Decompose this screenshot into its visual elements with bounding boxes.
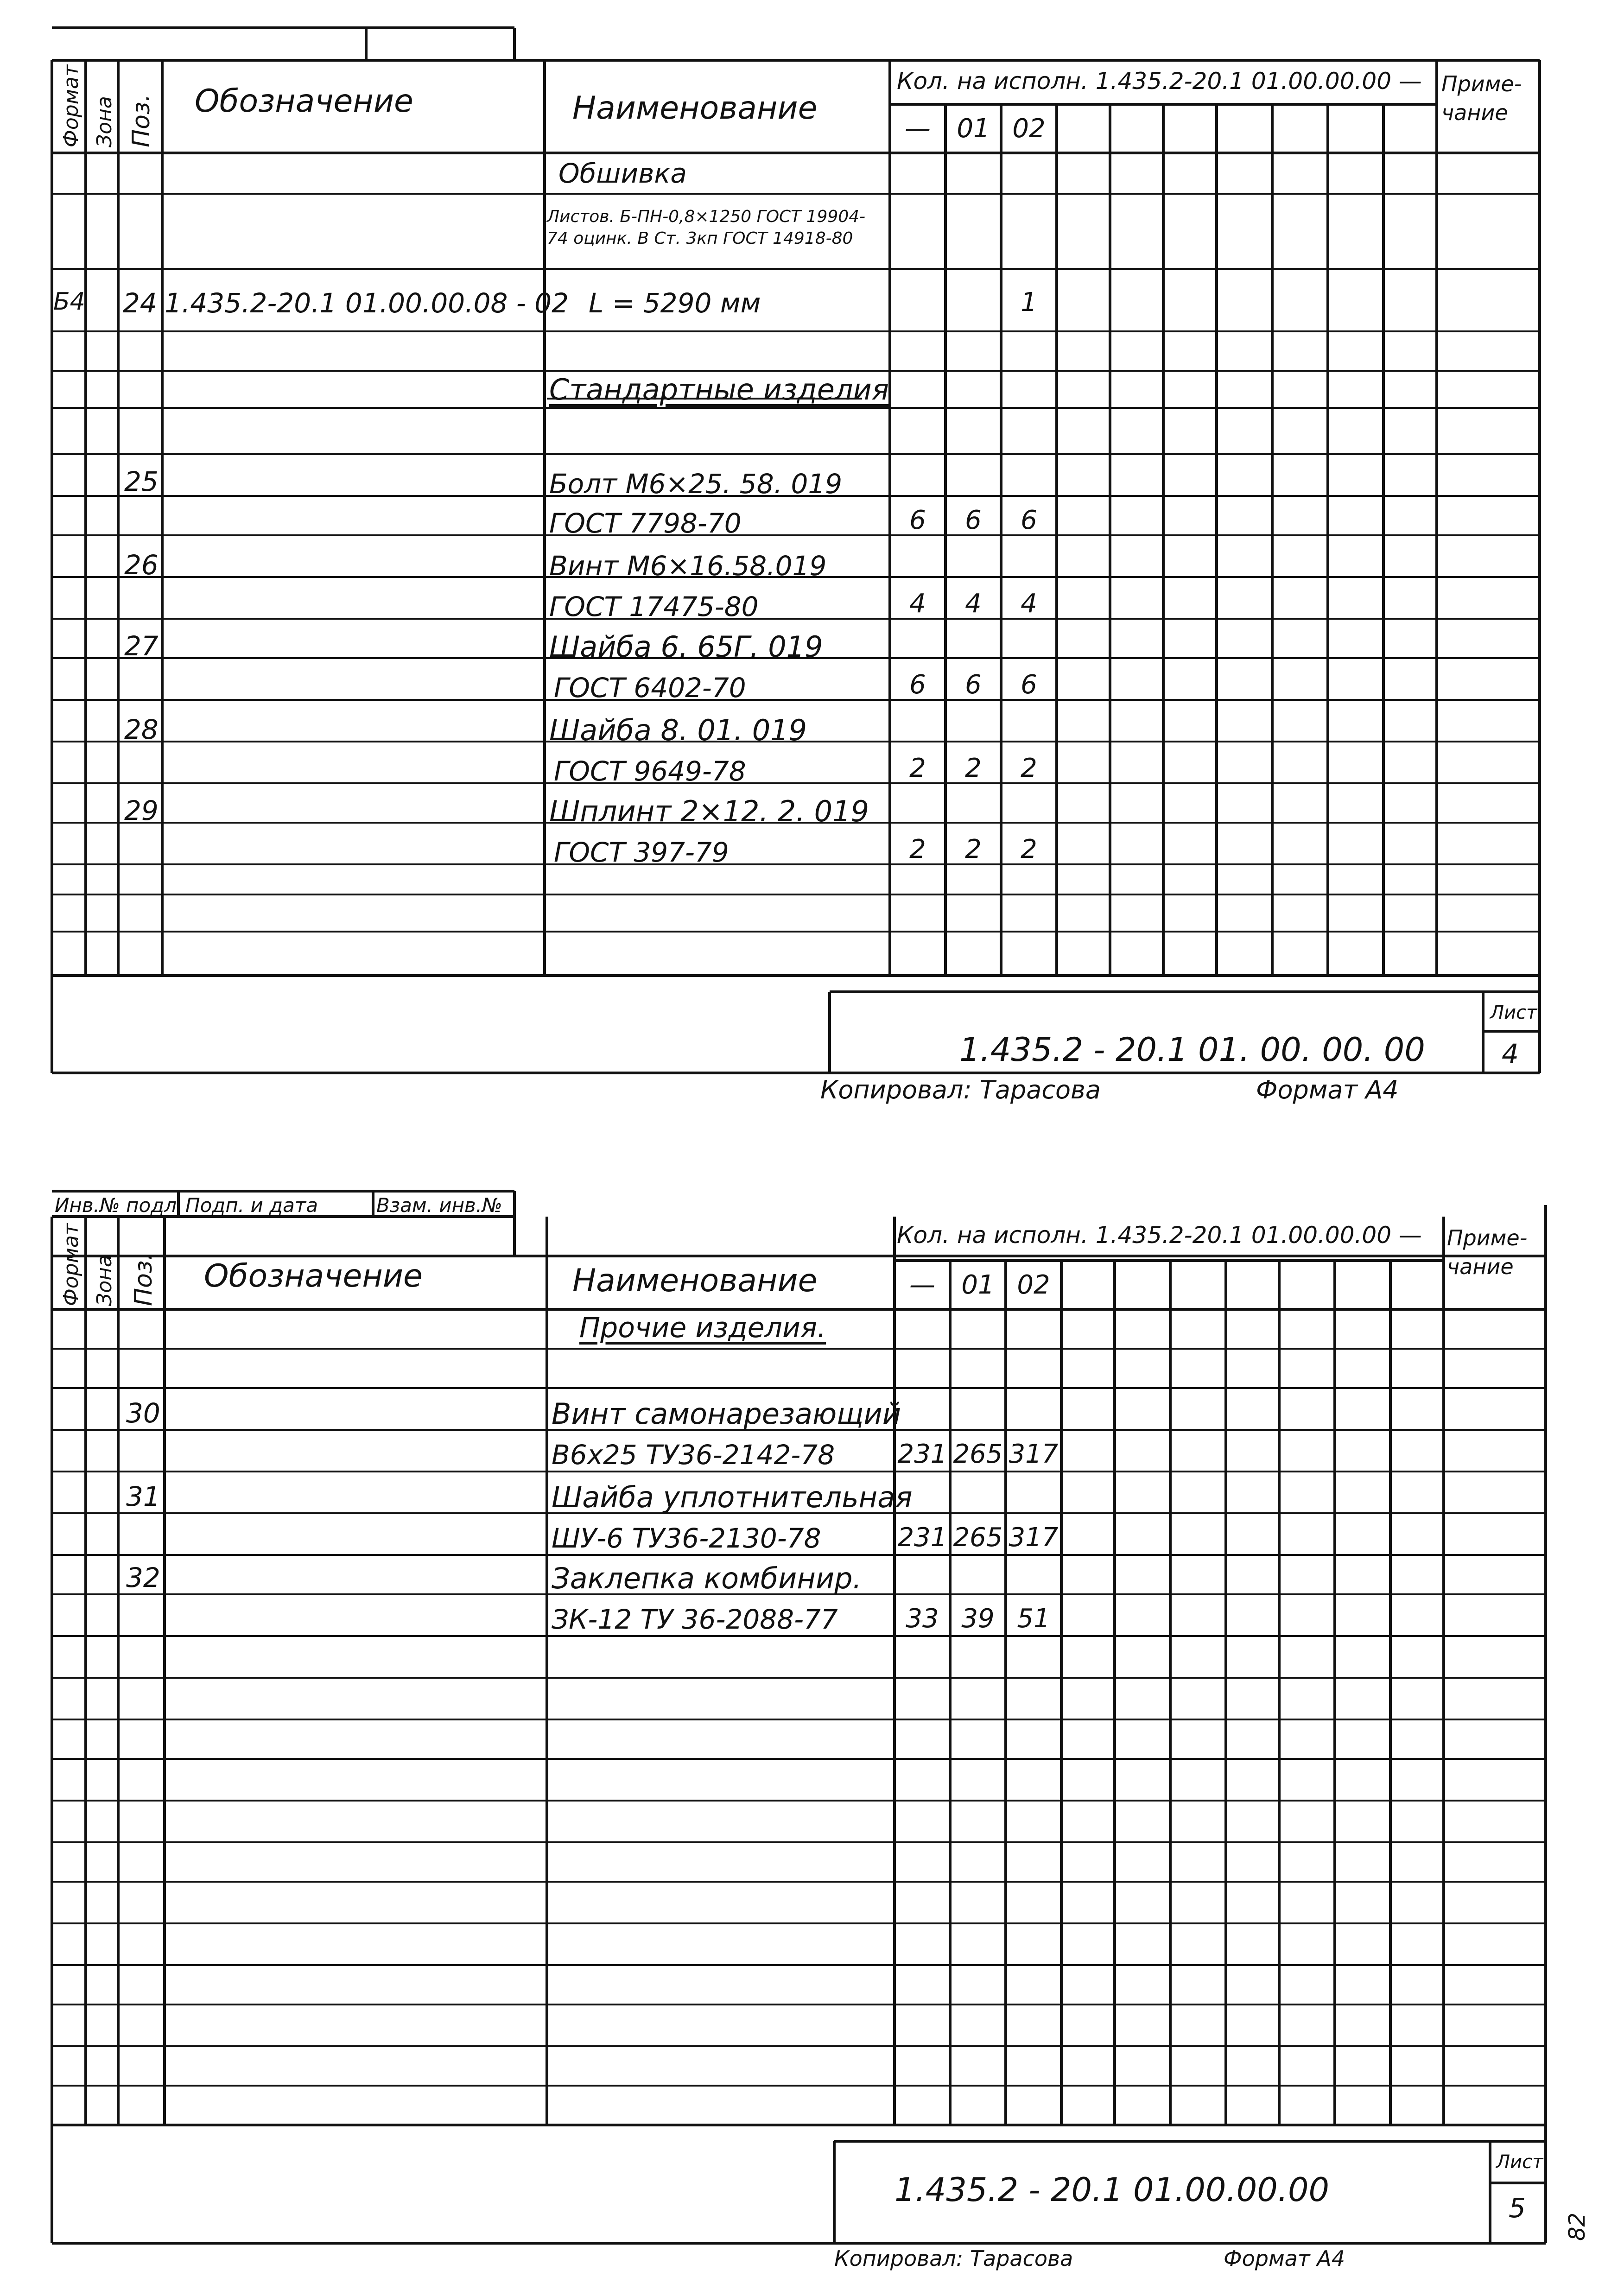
row-name-tu-2088: ЗК-12 ТУ 36-2088-77: [552, 1604, 838, 1635]
variant-base: —: [909, 1270, 935, 1300]
qty-31-01: 265: [953, 1522, 1003, 1553]
col-qty-header: Кол. на исполн. 1.435.2-20.1 01.00.00.00 —: [897, 68, 1422, 95]
row-name-combined-rivet: Заклепка комбинир.: [552, 1561, 862, 1595]
qty-27-base: 6: [909, 670, 926, 700]
col-name-label: Наименование: [572, 90, 818, 127]
qty-29-02: 2: [1021, 834, 1037, 864]
row-pos-27: 27: [124, 630, 159, 662]
stamp-sign-date: Подп. и дата: [185, 1194, 318, 1217]
row-pos-26: 26: [124, 549, 159, 581]
title-block-doc-number: 1.435.2 - 20.1 01.00.00.00: [894, 2171, 1330, 2209]
row-pos-29: 29: [124, 795, 159, 826]
qty-28-02: 2: [1021, 753, 1037, 783]
qty-27-02: 6: [1021, 670, 1037, 700]
title-block-doc-number: 1.435.2 - 20.1 01. 00. 00. 00: [959, 1031, 1425, 1069]
qty-32-02: 51: [1017, 1604, 1050, 1634]
variant-02: 02: [1012, 114, 1046, 144]
col-pos-label: Поз.: [127, 94, 155, 147]
section-other-items: Прочие изделия.: [579, 1312, 826, 1344]
row-name-washer-6: Шайба 6. 65Г. 019: [549, 630, 823, 664]
qty-25-02: 6: [1021, 505, 1037, 535]
qty-28-01: 2: [965, 753, 982, 783]
row-name-bolt: Болт М6×25. 58. 019: [549, 468, 843, 500]
col-name-label: Наименование: [572, 1262, 818, 1299]
row-name-tu-2142: В6х25 ТУ36-2142-78: [552, 1439, 835, 1471]
qty-30-01: 265: [953, 1439, 1003, 1469]
qty-29-01: 2: [965, 834, 982, 864]
qty-30-base: 231: [897, 1439, 947, 1469]
row-name-gost-17475: ГОСТ 17475-80: [549, 591, 759, 622]
row-pos-24: 24: [123, 287, 157, 319]
sheet-5: [0, 1122, 1624, 2271]
row-name-tu-2130: ШУ-6 ТУ36-2130-78: [552, 1522, 821, 1554]
qty-26-02: 4: [1021, 589, 1037, 619]
variant-01: 01: [961, 1270, 995, 1300]
col-format-label: Формат: [59, 64, 83, 147]
section-standard-items: Стандартные изделия: [549, 373, 889, 406]
variant-base: —: [905, 114, 931, 144]
qty-28-base: 2: [909, 753, 926, 783]
footer-format: Формат А4: [1256, 1075, 1399, 1104]
qty-32-base: 33: [906, 1604, 939, 1634]
col-pos-label: Поз.: [130, 1252, 158, 1306]
col-format-label: Формат: [59, 1223, 83, 1306]
stamp-inv-no: Инв.№ подл.: [55, 1194, 183, 1217]
row-name-gost-7798: ГОСТ 7798-70: [549, 507, 742, 539]
row-name-cotter-pin: Шплинт 2×12. 2. 019: [549, 794, 869, 828]
stamp-replace-inv: Взам. инв.№: [376, 1194, 502, 1217]
variant-01: 01: [957, 114, 990, 144]
row-name-length: L = 5290 мм: [589, 287, 761, 319]
row-qty-24-02: 1: [1021, 287, 1037, 317]
qty-26-01: 4: [965, 589, 982, 619]
qty-31-base: 231: [897, 1522, 947, 1553]
col-note-label: Приме-чание: [1441, 71, 1522, 126]
row-pos-28: 28: [124, 714, 159, 745]
qty-30-02: 317: [1009, 1439, 1059, 1469]
col-designation-label: Обозначение: [204, 1258, 423, 1294]
col-designation-label: Обозначение: [195, 83, 413, 120]
qty-27-01: 6: [965, 670, 982, 700]
col-note-label: Приме-чание: [1447, 1225, 1528, 1280]
qty-25-01: 6: [965, 505, 982, 535]
title-block-sheet-number: 5: [1509, 2192, 1526, 2224]
qty-31-02: 317: [1009, 1522, 1059, 1553]
row-name-gost-397: ГОСТ 397-79: [554, 837, 729, 868]
title-block-sheet-number: 4: [1502, 1038, 1519, 1070]
row-name-washer-8: Шайба 8. 01. 019: [549, 713, 807, 747]
row-pos-25: 25: [124, 466, 159, 497]
footer-format: Формат А4: [1224, 2246, 1345, 2271]
sheet-4: [0, 0, 1624, 1122]
qty-32-01: 39: [961, 1604, 995, 1634]
title-block-sheet-label: Лист: [1490, 1002, 1537, 1023]
row-name-gost-6402: ГОСТ 6402-70: [554, 672, 746, 704]
footer-copied-by: Копировал: Тарасова: [834, 2246, 1073, 2271]
qty-29-base: 2: [909, 834, 926, 864]
variant-02: 02: [1017, 1270, 1050, 1300]
row-name-sheet-material: Листов. Б-ПН-0,8×1250 ГОСТ 19904-74 оцинк. В Ст. 3кп ГОСТ 14918-80: [547, 207, 866, 248]
row-pos-31: 31: [126, 1481, 160, 1512]
row-designation-24: 1.435.2-20.1 01.00.00.08 - 02: [165, 287, 569, 319]
row-pos-32: 32: [126, 1562, 160, 1593]
footer-copied-by: Копировал: Тарасова: [820, 1075, 1101, 1104]
col-zone-label: Зона: [93, 1255, 116, 1306]
col-zone-label: Зона: [93, 96, 116, 147]
margin-page-mark: 82: [1564, 2212, 1590, 2241]
row-name-screw: Винт М6×16.58.019: [549, 550, 827, 582]
row-name-self-tapping-screw: Винт самонарезающий: [552, 1397, 901, 1431]
qty-25-base: 6: [909, 505, 926, 535]
col-qty-header: Кол. на исполн. 1.435.2-20.1 01.00.00.00 —: [897, 1222, 1422, 1249]
row-name-covering: Обшивка: [558, 158, 687, 189]
row-pos-30: 30: [126, 1397, 160, 1429]
qty-26-base: 4: [909, 589, 926, 619]
row-format-b4: Б4: [53, 288, 85, 316]
title-block-sheet-label: Лист: [1496, 2151, 1543, 2173]
row-name-sealing-washer: Шайба уплотнительная: [552, 1480, 913, 1514]
row-name-gost-9649: ГОСТ 9649-78: [554, 755, 746, 787]
